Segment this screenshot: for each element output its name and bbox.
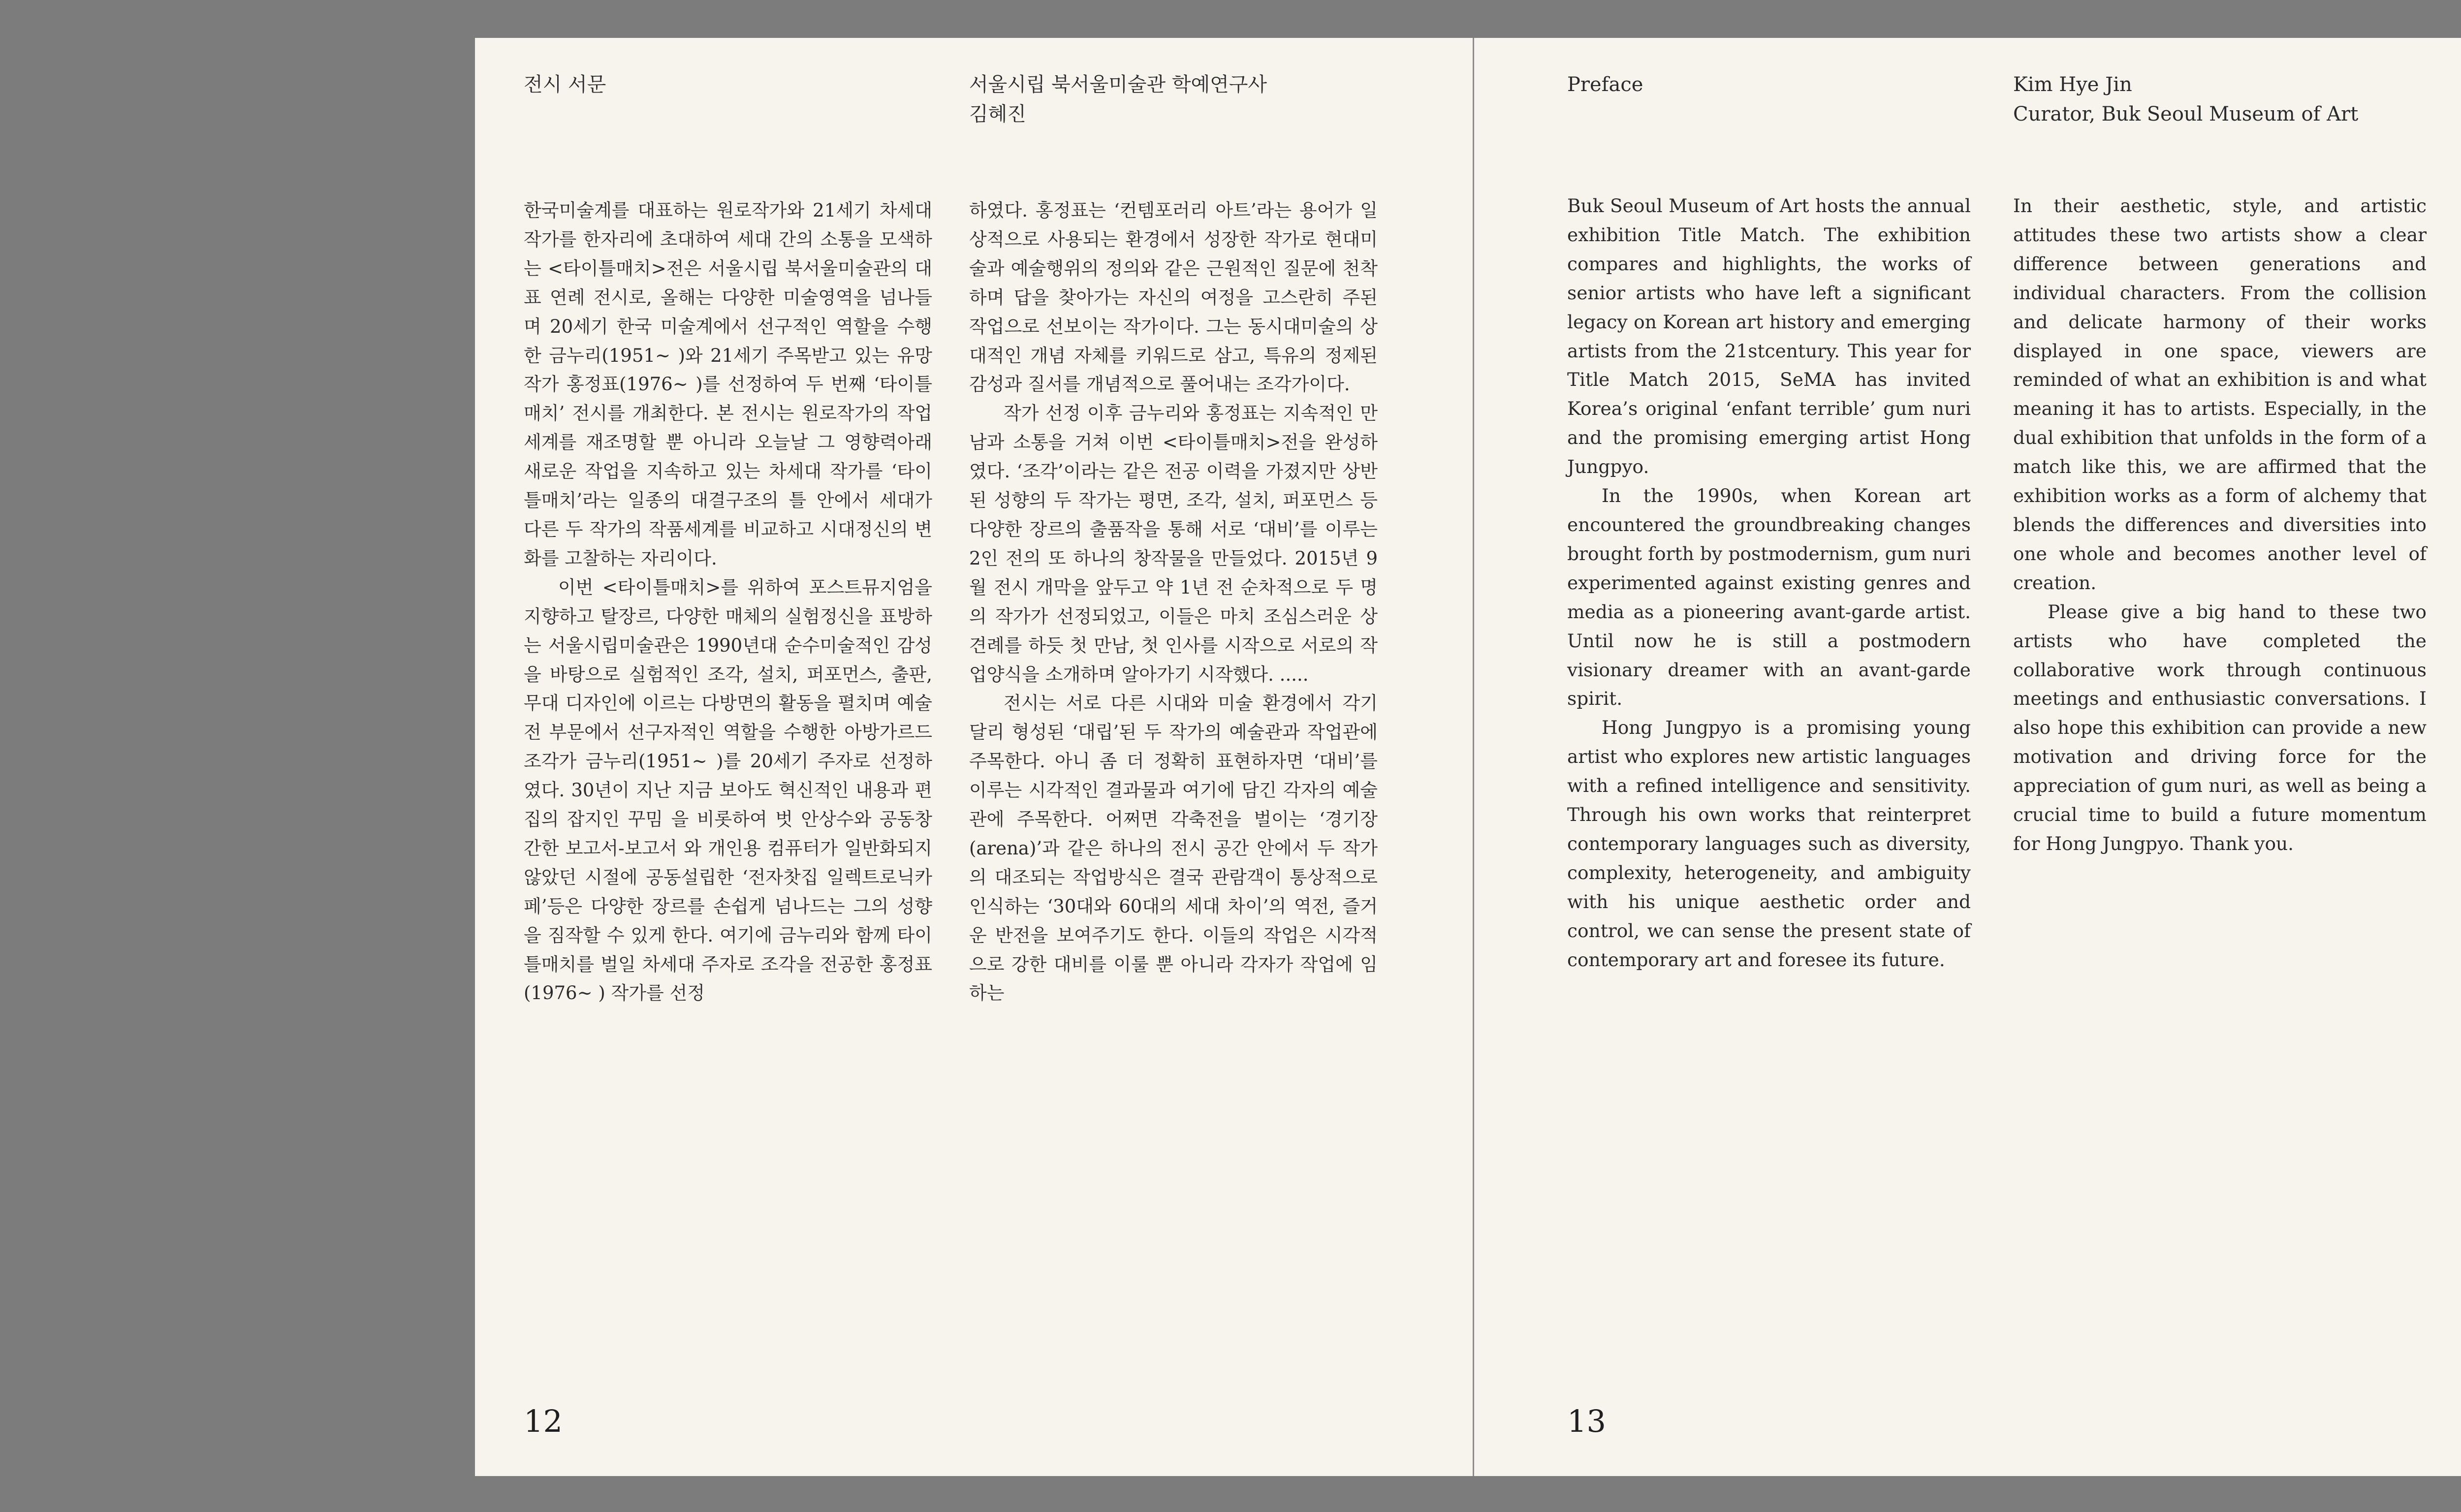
left-page (475, 38, 1473, 1476)
page-number: 13 (1567, 1403, 1606, 1439)
english-column-1 (1567, 191, 1971, 974)
english-column-2 (2013, 191, 2427, 858)
page-number: 12 (524, 1403, 563, 1439)
author-credit: 서울시립 북서울미술관 학예연구사 김혜진 (969, 73, 1267, 126)
right-page (1474, 38, 2461, 1476)
paragraph: Hong Jungpyo is a promising young artist who explores new artistic languages with a refined intelligence and sensitivity. Through his own works that reinterpret contemporary languages such as diversity, complexity, heterogeneity, and ambiguity with his unique aesthetic order and control, we can sense the present state of contemporary art and foresee its future. (1567, 717, 1971, 971)
paragraph: In the 1990s, when Korean art encountered the groundbreaking changes brought forth by postmodernism, gum nuri experimented against existing genres and media as a pioneering avant-garde artist. Until now he is still a postmodern visionary dreamer with an avant-garde spirit. (1567, 485, 1971, 710)
paragraph: 이번 <타이틀매치>를 위하여 포스트뮤지엄을 지향하고 탈장르, 다양한 매체의 실험정신을 표방하는 서울시립미술관은 1990년대 순수미술적인 감성을 바탕으로 실험적인 조각, 설치, 퍼포먼스, 출판, 무대 디자인에 이르는 다방면의 활동을 펼치며 예술 전 부문에서 선구자적인 역할을 수행한 아방가르드 조각가 금누리(1951~ )를 20세기 주자로 선정하였다. 30년이 지난 지금 보아도 혁신적인 내용과 편집의 잡지인 꾸밈 을 비롯하여 벗 안상수와 공동창간한 보고서-보고서 와 개인용 컴퓨터가 일반화되지 않았던 시절에 공동설립한 ‘전자찻집 일렉트로닉카페’등은 다양한 장르를 손쉽게 넘나드는 그의 성향을 짐작할 수 있게 한다. 여기에 금누리와 함께 타이틀매치를 벌일 차세대 주자로 조각을 전공한 홍정표(1976~ ) 작가를 선정 (524, 576, 932, 1004)
paragraph: Buk Seoul Museum of Art hosts the annual exhibition Title Match. The exhibition compares and highlights, the works of senior artists who have left a significant legacy on Korean art history and emerging artists from the 21stcentury. This year for Title Match 2015, SeMA has invited Korea’s original ‘enfant terrible’ gum nuri and the promising emerging artist Hong Jungpyo. (1567, 195, 1971, 478)
paragraph: 작가 선정 이후 금누리와 홍정표는 지속적인 만남과 소통을 거쳐 이번 <타이틀매치>전을 완성하였다. ‘조각’이라는 같은 전공 이력을 가졌지만 상반된 성향의 두 작가는 평면, 조각, 설치, 퍼포먼스 등 다양한 장르의 출품작을 통해 서로 ‘대비’를 이루는 2인 전의 또 하나의 창작물을 만들었다. 2015년 9월 전시 개막을 앞두고 약 1년 전 순차적으로 두 명의 작가가 선정되었고, 이들은 마치 조심스러운 상견례를 하듯 첫 만남, 첫 인사를 시작으로 서로의 작업양식을 소개하며 알아가기 시작했다. ..... (969, 403, 1378, 685)
korean-column-1 (524, 196, 932, 1008)
author-credit: Kim Hye Jin Curator, Buk Seoul Museum of Art (2013, 73, 2359, 126)
korean-column-2 (969, 196, 1378, 1008)
book-spread (475, 38, 2461, 1476)
paragraph: 전시는 서로 다른 시대와 미술 환경에서 각기 달리 형성된 ‘대립’된 두 작가의 예술관과 작업관에 주목한다. 아니 좀 더 정확히 표현하자면 ‘대비’를 이루는 시각적인 결과물과 여기에 담긴 각자의 예술관에 주목한다. 어쩌면 각축전을 벌이는 ‘경기장(arena)’과 같은 하나의 전시 공간 안에서 두 작가의 대조되는 작업방식은 결국 관람객이 통상적으로 인식하는 ‘30대와 60대의 세대 차이’의 역전, 즐거운 반전을 보여주기도 한다. 이들의 작업은 시각적으로 강한 대비를 이룰 뿐 아니라 각자가 작업에 임하는 (969, 693, 1378, 1004)
paragraph: Please give a big hand to these two artists who have completed the collaborative work through continuous meetings and enthusiastic conversations. I also hope this exhibition can provide a new motivation and driving force for the appreciation of gum nuri, as well as being a crucial time to build a future momentum for Hong Jungpyo. Thank you. (2013, 600, 2427, 854)
paragraph: 하였다. 홍정표는 ‘컨템포러리 아트’라는 용어가 일상적으로 사용되는 환경에서 성장한 작가로 현대미술과 예술행위의 정의와 같은 근원적인 질문에 천착하며 답을 찾아가는 자신의 여정을 고스란히 주된 작업으로 선보이는 작가이다. 그는 동시대미술의 상대적인 개념 자체를 키워드로 삼고, 특유의 정제된 감성과 질서를 개념적으로 풀어내는 조각가이다. (969, 200, 1378, 395)
section-title: 전시 서문 (524, 73, 606, 96)
paragraph: 한국미술계를 대표하는 원로작가와 21세기 차세대 작가를 한자리에 초대하여 세대 간의 소통을 모색하는 <타이틀매치>전은 서울시립 북서울미술관의 대표 연례 전시로, 올해는 다양한 미술영역을 넘나들며 20세기 한국 미술계에서 선구적인 역할을 수행한 금누리(1951~ )와 21세기 주목받고 있는 유망작가 홍정표(1976~ )를 선정하여 두 번째 ‘타이틀매치’ 전시를 개최한다. 본 전시는 원로작가의 작업세계를 재조명할 뿐 아니라 오늘날 그 영향력아래 새로운 작업을 지속하고 있는 차세대 작가를 ‘타이틀매치’라는 일종의 대결구조의 틀 안에서 세대가 다른 두 작가의 작품세계를 비교하고 시대정신의 변화를 고찰하는 자리이다. (524, 200, 933, 569)
section-title: Preface (1567, 73, 1643, 96)
paragraph: In their aesthetic, style, and artistic attitudes these two artists show a clear difference between generations and individual characters. From the collision and delicate harmony of their works displayed in one space, viewers are reminded of what an exhibition is and what meaning it has to artists. Especially, in the dual exhibition that unfolds in the form of a match like this, we are affirmed that the exhibition works as a form of alchemy that blends the differences and diversities into one whole and becomes another level of creation. (2013, 195, 2427, 594)
